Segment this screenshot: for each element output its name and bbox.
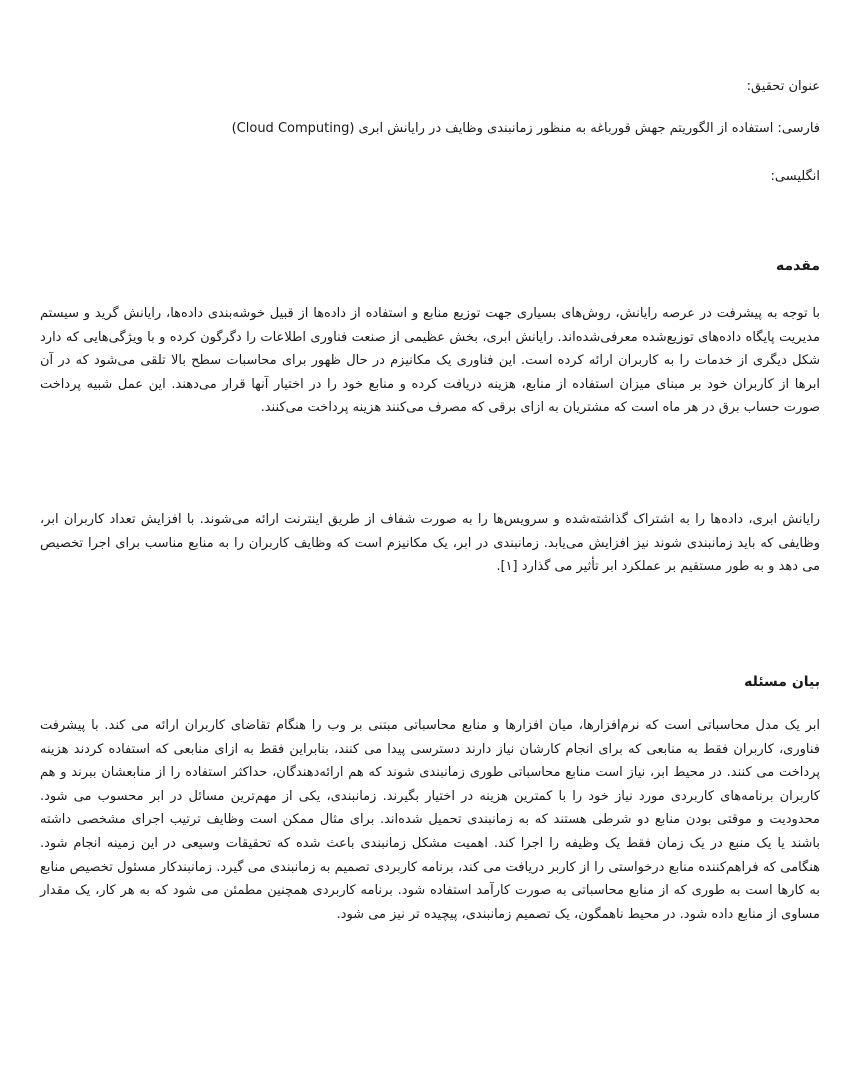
problem-statement-heading: بیان مسئله [744, 674, 820, 690]
introduction-paragraph-2: رایانش ابری، داده‌ها را به اشتراک گذاشته‌شده و سرویس‌ها را به صورت شفاف از طریق اینترنت ارائه می‌شوند. با افزایش تعداد کاربران ابر، وظایفی که باید زمانبندی شوند نیز افزایش می‌یابد. زمانبندی در ابر، یک مکانیزم است که وظایف کاربران را به منابع مناسب برای اجرا تخصیص می دهد و به طور مستقیم بر عملکرد ابر تأثیر می گذارد [۱]. [40, 512, 820, 575]
introduction-heading: مقدمه [776, 258, 820, 274]
english-title-label: انگلیسی: [770, 169, 820, 184]
problem-statement-paragraph: ابر یک مدل محاسباتی است که نرم‌افزارها، میان افزارها و منابع محاسباتی مبتنی بر وب را هنگام تقاضای کاربران ارائه می کند. با پیشرفت فناوری، کاربران فقط به منابعی که برای انجام کارشان نیاز دارند دسترسی پیدا می کنند، بنابراین فقط به ازای منابعی که استفاده کردند هزینه پرداخت می کنند. در محیط ابر، نیاز است منابع محاسباتی طوری زمانبندی شوند که هم ارائه‌دهندگان، حداکثر استفاده را از منابعشان ببرند و هم کاربران برنامه‌های کاربردی مورد نیاز خود را با کمترین هزینه در اختیار بگیرند. زمانبندی، یکی از مهم‌ترین مسائل در ابر محسوب می شود. محدودیت و موقتی بودن منابع دو شرطی هستند که به زمانبندی تحمیل شده‌اند. برای مثال ممکن است وظایف ترتیب اجرای مشخصی داشته باشند یا یک منبع در یک زمان فقط یک وظیفه را اجرا کند. اهمیت مشکل زمانبندی باعث شده که تحقیقات وسیعی در این زمینه انجام شود. هنگامی که فراهم‌کننده منابع درخواستی را از کاربر دریافت می کند، برنامه کاربردی تصمیم به زمانبندی می گیرد. زمانبندکار مسئول تخصیص منابع به کارها است به طوری که از منابع محاسباتی به صورت کارآمد استفاده شود. برنامه کاربردی همچنین مطمئن می شود که به هر کار، یک مقدار مساوی از منابع داده شود. در محیط ناهمگون، یک تصمیم زمانبندی، پیچیده تر نیز می شود. [40, 718, 820, 922]
introduction-paragraph-1: با توجه به پیشرفت در عرصه رایانش، روش‌های بسیاری جهت توزیع منابع و استفاده از داده‌ها از قبیل خوشه‌بندی داده‌ها، رایانش گرید و سیستم مدیریت پایگاه داده‌های توزیع‌شده معرفی‌شده‌اند. رایانش ابری، بخش عظیمی از صنعت فناوری اطلاعات را دگرگون کرده و با ویژگی‌هایی که دارد شکل دیگری از خدمات را به کاربران ارائه کرده است. این فناوری یک مکانیزم در حال ظهور برای محاسبات سطح بالا تلقی می‌شود که در آن ابرها از کاربران خود بر مبنای میزان استفاده از منابع، هزینه دریافت کرده و منابع خود را در اختیار آنها قرار می‌دهند. این عمل شبیه پرداخت صورت حساب برق در هر ماه است که مشتریان به ازای برقی که مصرف می‌کنند هزینه پرداخت می‌کنند. [40, 306, 820, 416]
persian-title: فارسی: استفاده از الگوریتم جهش قورباغه به منظور زمانبندی وظایف در رایانش ابری (Cloud Computing) [231, 121, 820, 136]
research-title-label: عنوان تحقیق: [746, 79, 820, 94]
